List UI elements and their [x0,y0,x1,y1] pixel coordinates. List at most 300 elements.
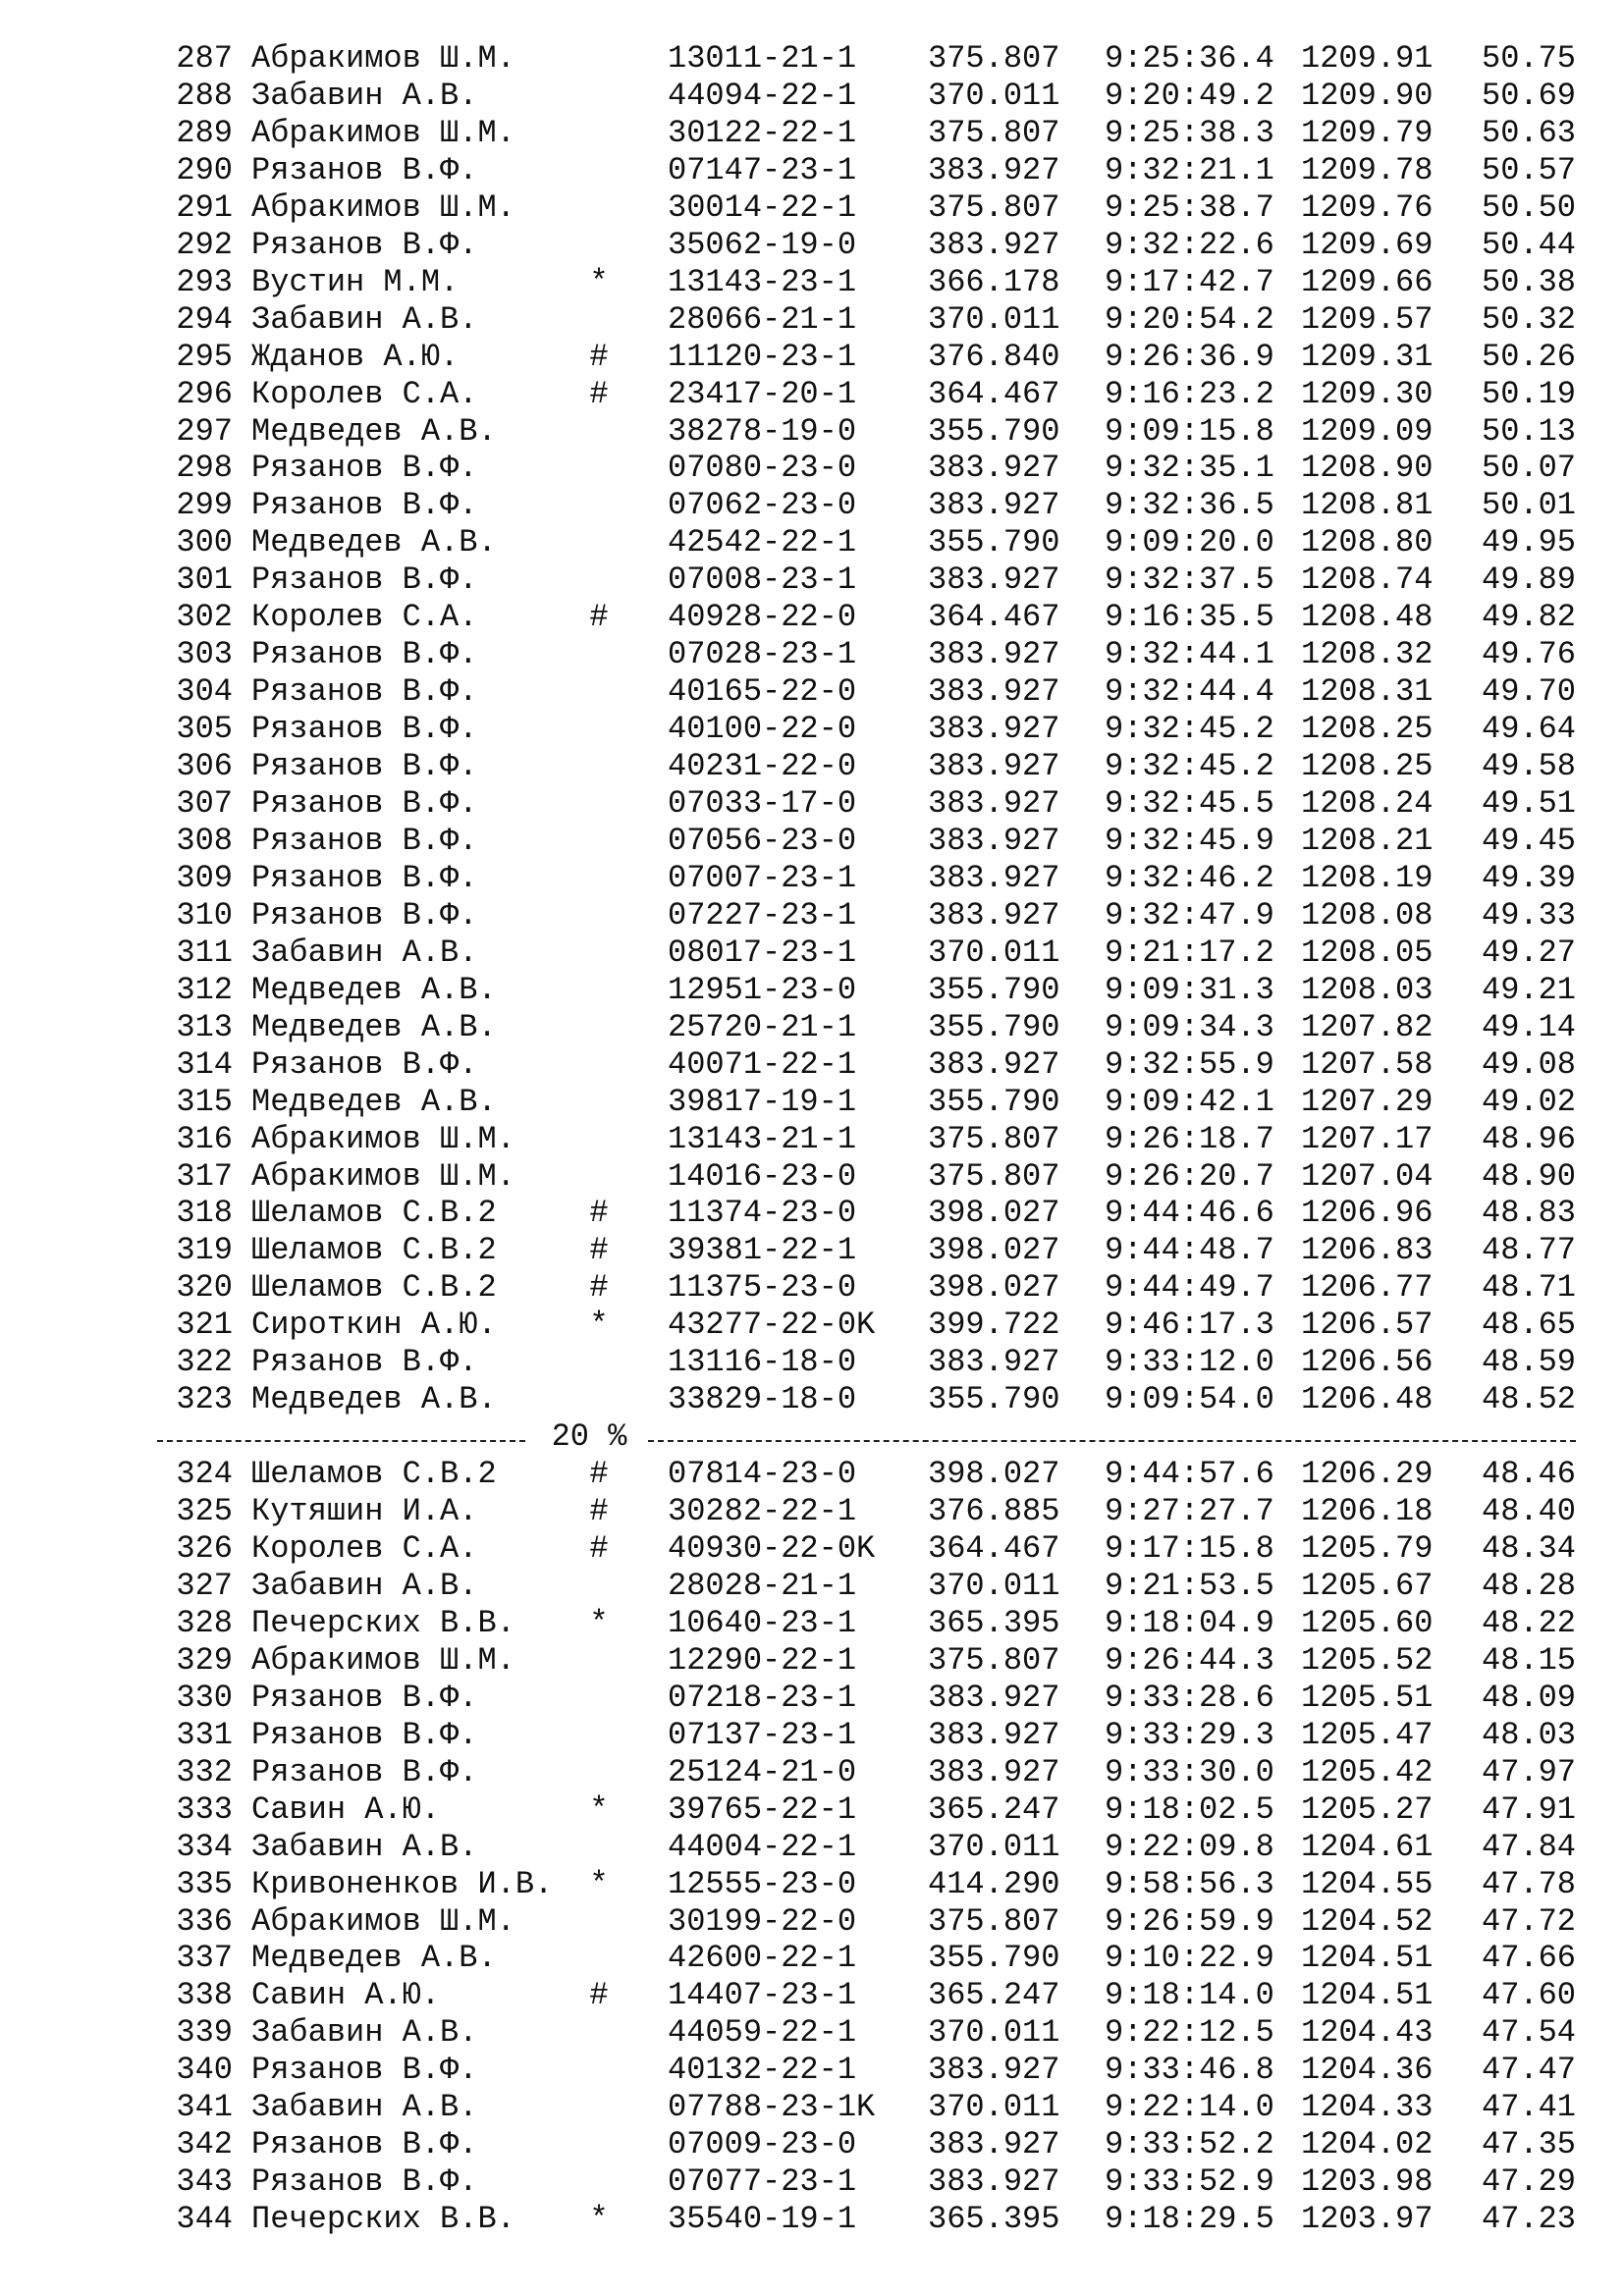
rank-cell: 287 [176,40,233,77]
fancier-name-cell: Медведев А.В. [251,1008,497,1045]
points-cell: 47.72 [1481,1902,1576,1940]
flight-time-cell: 9:18:29.5 [1105,2201,1274,2238]
flight-time-cell: 9:32:45.2 [1105,748,1274,785]
rank-cell: 321 [176,1307,233,1344]
fancier-name-cell: Абракимов Ш.М. [251,1902,515,1940]
flight-time-cell: 9:09:31.3 [1105,971,1274,1008]
distance-cell: 383.927 [928,711,1060,748]
rank-cell: 308 [176,822,233,859]
points-cell: 47.47 [1481,2052,1576,2089]
speed-cell: 1208.25 [1301,748,1434,785]
speed-cell: 1209.79 [1301,114,1434,151]
speed-cell: 1207.17 [1301,1120,1434,1157]
mark-cell: # [589,599,609,636]
rank-cell: 335 [176,1865,233,1902]
result-row [157,1791,1591,1829]
distance-cell: 375.807 [928,114,1060,151]
points-cell: 49.76 [1481,636,1576,673]
points-cell: 49.45 [1481,822,1576,859]
fancier-name-cell: Шеламов С.В.2 [251,1269,497,1307]
ring-number-cell: 40928-22-0 [668,599,857,636]
distance-cell: 355.790 [928,1940,1060,1977]
speed-cell: 1208.74 [1301,561,1434,599]
ring-number-cell: 07008-23-1 [668,561,857,599]
rank-cell: 311 [176,934,233,971]
ring-number-cell: 07137-23-1 [668,1716,857,1753]
ring-number-cell: 07009-23-0 [668,2126,857,2163]
ring-number-cell: 12555-23-0 [668,1865,857,1902]
separator-dash-right [648,1440,1576,1442]
flight-time-cell: 9:32:35.1 [1105,450,1274,487]
ring-number-cell: 38278-19-0 [668,412,857,450]
ring-number-cell: 25124-21-0 [668,1753,857,1790]
distance-cell: 355.790 [928,412,1060,450]
fancier-name-cell: Рязанов В.Ф. [251,2163,478,2201]
result-row [157,1680,1591,1717]
result-row [157,524,1591,561]
points-cell: 48.83 [1481,1195,1576,1232]
separator-label: 20 % [551,1418,627,1456]
points-cell: 47.35 [1481,2126,1576,2163]
ring-number-cell: 10640-23-1 [668,1604,857,1641]
flight-time-cell: 9:33:52.9 [1105,2163,1274,2201]
result-row [157,1717,1591,1754]
fancier-name-cell: Вустин М.М. [251,263,460,300]
distance-cell: 398.027 [928,1456,1060,1493]
fancier-name-cell: Рязанов В.Ф. [251,2126,478,2163]
flight-time-cell: 9:09:42.1 [1105,1083,1274,1120]
result-row [157,897,1591,934]
distance-cell: 398.027 [928,1195,1060,1232]
fancier-name-cell: Рязанов В.Ф. [251,748,478,785]
points-cell: 48.52 [1481,1381,1576,1418]
rank-cell: 330 [176,1679,233,1716]
mark-cell: * [589,263,609,300]
fancier-name-cell: Забавин А.В. [251,77,478,114]
speed-cell: 1204.33 [1301,2089,1434,2126]
rank-cell: 329 [176,1641,233,1679]
points-cell: 48.71 [1481,1269,1576,1307]
fancier-name-cell: Рязанов В.Ф. [251,561,478,599]
result-row [157,450,1591,487]
fancier-name-cell: Рязанов В.Ф. [251,450,478,487]
distance-cell: 355.790 [928,1083,1060,1120]
points-cell: 49.21 [1481,971,1576,1008]
flight-time-cell: 9:27:27.7 [1105,1493,1274,1530]
fancier-name-cell: Кривоненков И.В. [251,1865,554,1902]
speed-cell: 1206.57 [1301,1307,1434,1344]
rank-cell: 312 [176,971,233,1008]
flight-time-cell: 9:32:46.2 [1105,859,1274,896]
result-row [157,1344,1591,1381]
points-cell: 50.63 [1481,114,1576,151]
distance-cell: 370.011 [928,300,1060,338]
result-row [157,1195,1591,1232]
rank-cell: 307 [176,785,233,822]
result-row [157,1530,1591,1568]
speed-cell: 1206.83 [1301,1232,1434,1269]
flight-time-cell: 9:44:49.7 [1105,1269,1274,1307]
result-row [157,1977,1591,2014]
result-row [157,1754,1591,1791]
distance-cell: 365.247 [928,1977,1060,2014]
flight-time-cell: 9:32:47.9 [1105,896,1274,934]
fancier-name-cell: Королев С.А. [251,1530,478,1567]
rank-cell: 290 [176,151,233,188]
mark-cell: # [589,1530,609,1567]
result-row [157,823,1591,860]
rank-cell: 333 [176,1790,233,1828]
result-row [157,1381,1591,1418]
rank-cell: 288 [176,77,233,114]
ring-number-cell: 39765-22-1 [668,1790,857,1828]
distance-cell: 383.927 [928,2163,1060,2201]
speed-cell: 1209.09 [1301,412,1434,450]
distance-cell: 383.927 [928,1716,1060,1753]
mark-cell: # [589,1977,609,2014]
rank-cell: 299 [176,487,233,524]
result-row [157,189,1591,227]
ring-number-cell: 40100-22-0 [668,711,857,748]
distance-cell: 364.467 [928,1530,1060,1567]
points-cell: 48.09 [1481,1679,1576,1716]
points-cell: 48.03 [1481,1716,1576,1753]
result-row [157,934,1591,972]
speed-cell: 1208.80 [1301,524,1434,561]
rank-cell: 300 [176,524,233,561]
result-row [157,227,1591,264]
points-cell: 48.34 [1481,1530,1576,1567]
fancier-name-cell: Королев С.А. [251,599,478,636]
flight-time-cell: 9:32:45.2 [1105,711,1274,748]
rank-cell: 327 [176,1567,233,1604]
result-row [157,972,1591,1009]
rank-cell: 322 [176,1344,233,1381]
ring-number-cell: 12290-22-1 [668,1641,857,1679]
rank-cell: 343 [176,2163,233,2201]
rank-cell: 305 [176,711,233,748]
flight-time-cell: 9:20:54.2 [1105,300,1274,338]
speed-cell: 1205.42 [1301,1753,1434,1790]
speed-cell: 1208.03 [1301,971,1434,1008]
speed-cell: 1205.79 [1301,1530,1434,1567]
ring-number-cell: 44059-22-1 [668,2014,857,2052]
points-cell: 48.96 [1481,1120,1576,1157]
flight-time-cell: 9:18:14.0 [1105,1977,1274,2014]
fancier-name-cell: Забавин А.В. [251,300,478,338]
fancier-name-cell: Кутяшин И.А. [251,1493,478,1530]
flight-time-cell: 9:22:12.5 [1105,2014,1274,2052]
points-cell: 50.32 [1481,300,1576,338]
distance-cell: 383.927 [928,487,1060,524]
mark-cell: # [589,375,609,412]
percentile-separator [157,1418,1591,1456]
points-cell: 47.23 [1481,2201,1576,2238]
result-row [157,1642,1591,1680]
points-cell: 49.95 [1481,524,1576,561]
flight-time-cell: 9:18:04.9 [1105,1604,1274,1641]
mark-cell: # [589,1269,609,1307]
result-row [157,264,1591,301]
separator-dash-left [157,1440,525,1442]
distance-cell: 355.790 [928,1008,1060,1045]
fancier-name-cell: Рязанов В.Ф. [251,711,478,748]
points-cell: 47.91 [1481,1790,1576,1828]
fancier-name-cell: Печерских В.В. [251,1604,515,1641]
fancier-name-cell: Абракимов Ш.М. [251,40,515,77]
ring-number-cell: 33829-18-0 [668,1381,857,1418]
points-cell: 47.60 [1481,1977,1576,2014]
points-cell: 50.26 [1481,338,1576,375]
rank-cell: 303 [176,636,233,673]
flight-time-cell: 9:33:30.0 [1105,1753,1274,1790]
points-cell: 47.84 [1481,1828,1576,1865]
distance-cell: 370.011 [928,1828,1060,1865]
speed-cell: 1208.21 [1301,822,1434,859]
fancier-name-cell: Рязанов В.Ф. [251,822,478,859]
ring-number-cell: 43277-22-0K [668,1307,876,1344]
speed-cell: 1207.58 [1301,1045,1434,1083]
ring-number-cell: 07227-23-1 [668,896,857,934]
fancier-name-cell: Абракимов Ш.М. [251,1157,515,1195]
ring-number-cell: 35540-19-1 [668,2201,857,2238]
fancier-name-cell: Савин А.Ю. [251,1977,441,2014]
ring-number-cell: 42542-22-1 [668,524,857,561]
speed-cell: 1209.57 [1301,300,1434,338]
flight-time-cell: 9:32:44.1 [1105,636,1274,673]
flight-time-cell: 9:22:09.8 [1105,1828,1274,1865]
flight-time-cell: 9:26:18.7 [1105,1120,1274,1157]
ring-number-cell: 12951-23-0 [668,971,857,1008]
flight-time-cell: 9:58:56.3 [1105,1865,1274,1902]
result-row [157,860,1591,897]
ring-number-cell: 39381-22-1 [668,1232,857,1269]
flight-time-cell: 9:44:48.7 [1105,1232,1274,1269]
result-row [157,115,1591,152]
points-cell: 49.89 [1481,561,1576,599]
points-cell: 50.07 [1481,450,1576,487]
speed-cell: 1204.02 [1301,2126,1434,2163]
rank-cell: 317 [176,1157,233,1195]
fancier-name-cell: Шеламов С.В.2 [251,1456,497,1493]
speed-cell: 1203.97 [1301,2201,1434,2238]
rank-cell: 318 [176,1195,233,1232]
speed-cell: 1207.29 [1301,1083,1434,1120]
fancier-name-cell: Рязанов В.Ф. [251,151,478,188]
rank-cell: 314 [176,1045,233,1083]
distance-cell: 370.011 [928,1567,1060,1604]
points-cell: 49.51 [1481,785,1576,822]
ring-number-cell: 44004-22-1 [668,1828,857,1865]
speed-cell: 1209.69 [1301,226,1434,263]
points-cell: 49.02 [1481,1083,1576,1120]
flight-time-cell: 9:32:22.6 [1105,226,1274,263]
ring-number-cell: 40071-22-1 [668,1045,857,1083]
distance-cell: 383.927 [928,1753,1060,1790]
distance-cell: 383.927 [928,636,1060,673]
result-row [157,748,1591,785]
speed-cell: 1208.19 [1301,859,1434,896]
rank-cell: 339 [176,2014,233,2052]
rank-cell: 296 [176,375,233,412]
ring-number-cell: 13143-21-1 [668,1120,857,1157]
speed-cell: 1208.81 [1301,487,1434,524]
points-cell: 49.14 [1481,1008,1576,1045]
distance-cell: 383.927 [928,896,1060,934]
mark-cell: # [589,1493,609,1530]
result-row [157,673,1591,711]
result-row [157,1232,1591,1269]
speed-cell: 1205.51 [1301,1679,1434,1716]
distance-cell: 383.927 [928,859,1060,896]
ring-number-cell: 30014-22-1 [668,188,857,226]
ring-number-cell: 35062-19-0 [668,226,857,263]
distance-cell: 376.885 [928,1493,1060,1530]
result-row [157,599,1591,636]
ring-number-cell: 40231-22-0 [668,748,857,785]
rank-cell: 332 [176,1753,233,1790]
result-row [157,1605,1591,1642]
ring-number-cell: 44094-22-1 [668,77,857,114]
speed-cell: 1204.36 [1301,2052,1434,2089]
fancier-name-cell: Рязанов В.Ф. [251,226,478,263]
points-cell: 47.97 [1481,1753,1576,1790]
flight-time-cell: 9:26:20.7 [1105,1157,1274,1195]
ring-number-cell: 11120-23-1 [668,338,857,375]
distance-cell: 383.927 [928,1679,1060,1716]
result-row [157,1121,1591,1158]
points-cell: 49.27 [1481,934,1576,971]
flight-time-cell: 9:33:28.6 [1105,1679,1274,1716]
distance-cell: 383.927 [928,748,1060,785]
rank-cell: 331 [176,1716,233,1753]
fancier-name-cell: Рязанов В.Ф. [251,896,478,934]
rank-cell: 309 [176,859,233,896]
mark-cell: # [589,1456,609,1493]
speed-cell: 1204.61 [1301,1828,1434,1865]
points-cell: 50.50 [1481,188,1576,226]
speed-cell: 1206.18 [1301,1493,1434,1530]
distance-cell: 375.807 [928,40,1060,77]
ring-number-cell: 28066-21-1 [668,300,857,338]
speed-cell: 1205.47 [1301,1716,1434,1753]
mark-cell: # [589,1195,609,1232]
points-cell: 47.54 [1481,2014,1576,2052]
ring-number-cell: 23417-20-1 [668,375,857,412]
speed-cell: 1209.90 [1301,77,1434,114]
flight-time-cell: 9:32:45.5 [1105,785,1274,822]
result-row [157,1158,1591,1196]
result-row [157,1009,1591,1046]
points-cell: 47.78 [1481,1865,1576,1902]
speed-cell: 1207.82 [1301,1008,1434,1045]
fancier-name-cell: Абракимов Ш.М. [251,188,515,226]
ring-number-cell: 30199-22-0 [668,1902,857,1940]
flight-time-cell: 9:44:57.6 [1105,1456,1274,1493]
fancier-name-cell: Рязанов В.Ф. [251,859,478,896]
speed-cell: 1208.32 [1301,636,1434,673]
flight-time-cell: 9:20:49.2 [1105,77,1274,114]
ring-number-cell: 07033-17-0 [668,785,857,822]
rank-cell: 295 [176,338,233,375]
ring-number-cell: 25720-21-1 [668,1008,857,1045]
fancier-name-cell: Медведев А.В. [251,1083,497,1120]
flight-time-cell: 9:17:42.7 [1105,263,1274,300]
rank-cell: 298 [176,450,233,487]
speed-cell: 1205.27 [1301,1790,1434,1828]
points-cell: 48.28 [1481,1567,1576,1604]
flight-time-cell: 9:46:17.3 [1105,1307,1274,1344]
ring-number-cell: 40165-22-0 [668,673,857,711]
fancier-name-cell: Рязанов В.Ф. [251,1679,478,1716]
result-row [157,785,1591,823]
result-row [157,301,1591,339]
distance-cell: 414.290 [928,1865,1060,1902]
distance-cell: 376.840 [928,338,1060,375]
fancier-name-cell: Рязанов В.Ф. [251,673,478,711]
distance-cell: 375.807 [928,1120,1060,1157]
distance-cell: 355.790 [928,524,1060,561]
result-row [157,376,1591,413]
fancier-name-cell: Рязанов В.Ф. [251,487,478,524]
distance-cell: 375.807 [928,188,1060,226]
rank-cell: 320 [176,1269,233,1307]
distance-cell: 370.011 [928,2014,1060,2052]
distance-cell: 364.467 [928,599,1060,636]
distance-cell: 370.011 [928,2089,1060,2126]
fancier-name-cell: Савин А.Ю. [251,1790,441,1828]
result-row [157,1084,1591,1121]
points-cell: 50.69 [1481,77,1576,114]
points-cell: 50.44 [1481,226,1576,263]
ring-number-cell: 13116-18-0 [668,1344,857,1381]
points-cell: 48.77 [1481,1232,1576,1269]
rank-cell: 340 [176,2052,233,2089]
speed-cell: 1208.90 [1301,450,1434,487]
ring-number-cell: 07147-23-1 [668,151,857,188]
distance-cell: 383.927 [928,2126,1060,2163]
speed-cell: 1208.24 [1301,785,1434,822]
flight-time-cell: 9:33:46.8 [1105,2052,1274,2089]
fancier-name-cell: Рязанов В.Ф. [251,636,478,673]
ring-number-cell: 11375-23-0 [668,1269,857,1307]
points-cell: 50.19 [1481,375,1576,412]
rank-cell: 342 [176,2126,233,2163]
distance-cell: 383.927 [928,1344,1060,1381]
distance-cell: 355.790 [928,1381,1060,1418]
flight-time-cell: 9:32:37.5 [1105,561,1274,599]
points-cell: 47.41 [1481,2089,1576,2126]
speed-cell: 1209.76 [1301,188,1434,226]
flight-time-cell: 9:25:36.4 [1105,40,1274,77]
result-row [157,2089,1591,2126]
points-cell: 47.66 [1481,1940,1576,1977]
speed-cell: 1209.78 [1301,151,1434,188]
rank-cell: 337 [176,1940,233,1977]
ring-number-cell: 30282-22-1 [668,1493,857,1530]
distance-cell: 365.395 [928,1604,1060,1641]
distance-cell: 365.247 [928,1790,1060,1828]
mark-cell: * [589,1790,609,1828]
speed-cell: 1206.96 [1301,1195,1434,1232]
flight-time-cell: 9:32:36.5 [1105,487,1274,524]
points-cell: 49.82 [1481,599,1576,636]
distance-cell: 366.178 [928,263,1060,300]
fancier-name-cell: Жданов А.Ю. [251,338,460,375]
fancier-name-cell: Забавин А.В. [251,2089,478,2126]
distance-cell: 375.807 [928,1157,1060,1195]
points-cell: 48.40 [1481,1493,1576,1530]
